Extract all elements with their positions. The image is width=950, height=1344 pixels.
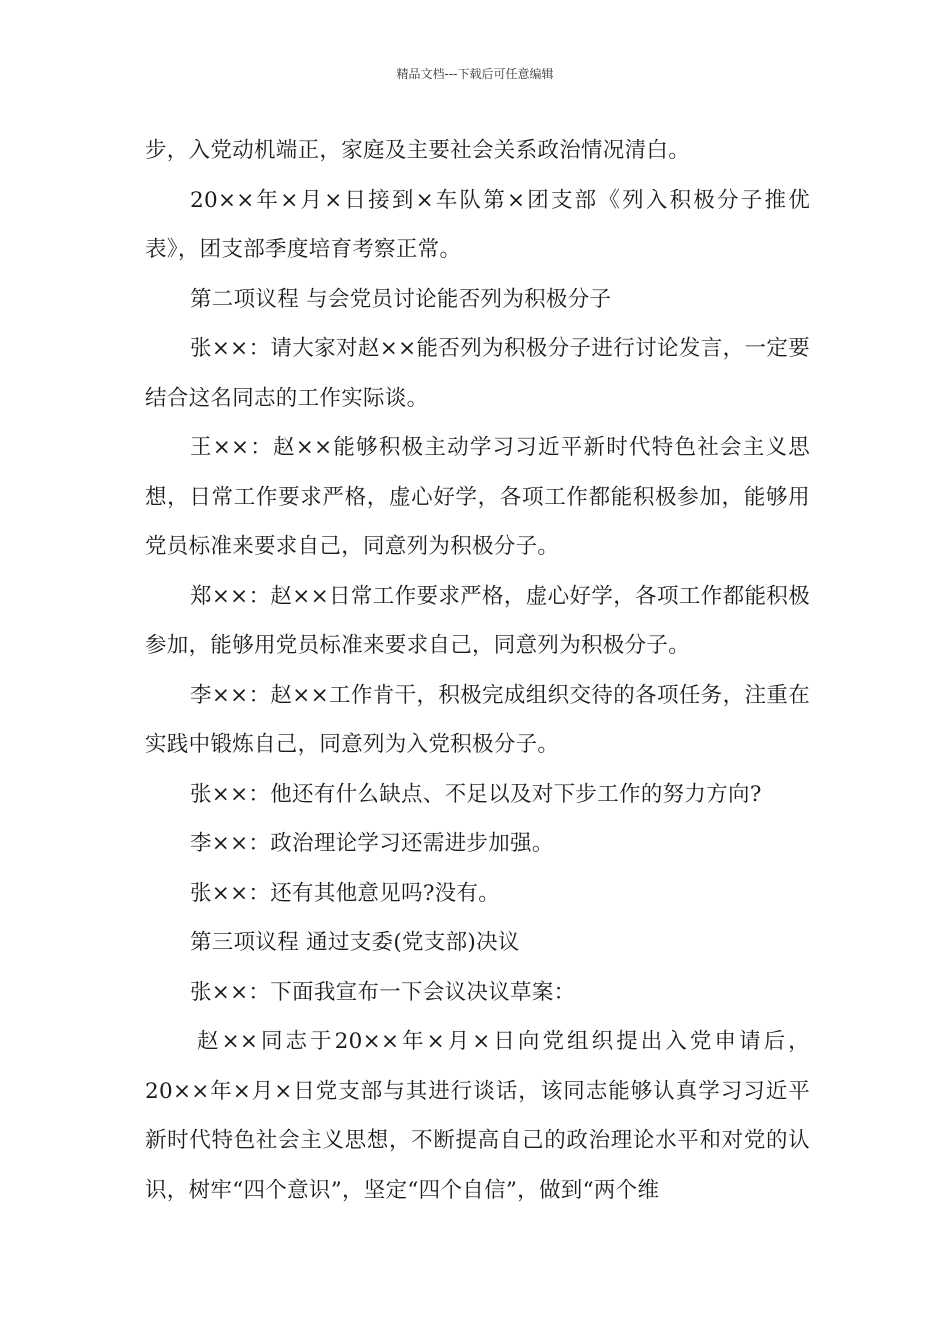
- agenda-item-2: 第二项议程 与会党员讨论能否列为积极分子: [190, 286, 612, 312]
- paragraph-li-answer: 李××：政治理论学习还需进步加强。: [190, 831, 554, 856]
- paragraph-li-opinion: 李××：赵××工作肯干，积极完成组织交待的各项任务，注重在实践中锻炼自己，同意列为入党积极分子。: [145, 682, 810, 757]
- paragraph-zhang-other-opinions: 张××：还有其他意见吗?没有。: [190, 880, 501, 906]
- paragraph-zhang-announce: 张××：下面我宣布一下会议决议草案：: [190, 979, 576, 1005]
- paragraph-zhang-question: 张××：他还有什么缺点、不足以及对下步工作的努力方向?: [190, 781, 762, 807]
- agenda-item-3: 第三项议程 通过支委(党支部)决议: [190, 930, 520, 955]
- paragraph-zhang-request: 张××：请大家对赵××能否列为积极分子进行讨论发言，一定要结合这名同志的工作实际谈。: [145, 336, 810, 411]
- paragraph-wang-opinion: 王××：赵××能够积极主动学习习近平新时代特色社会主义思想，日常工作要求严格，虚心好学，各项工作都能积极参加，能够用党员标准来要求自己，同意列为积极分子。: [145, 435, 810, 559]
- document-body: [145, 126, 810, 1215]
- paragraph-zheng-opinion: 郑××：赵××日常工作要求严格，虚心好学，各项工作都能积极参加，能够用党员标准来要求自己，同意列为积极分子。: [145, 583, 810, 658]
- paragraph-continuation: 步，入党动机端正，家庭及主要社会关系政治情况清白。: [145, 138, 691, 163]
- paragraph-resolution-draft: 赵××同志于20××年×月×日向党组织提出入党申请后，20××年×月×日党支部与其进行谈话，该同志能够认真学习习近平新时代特色社会主义思想，不断提高自己的政治理论水平和对党的认识，树牢“四个意识”，坚定“四个自信”，做到“两个维: [145, 1029, 810, 1203]
- page-header: 精品文档---下载后可任意编辑: [396, 67, 554, 81]
- paragraph-recommendation: 20××年×月×日接到×车队第×团支部《列入积极分子推优表》，团支部季度培育考察正常。: [145, 187, 810, 262]
